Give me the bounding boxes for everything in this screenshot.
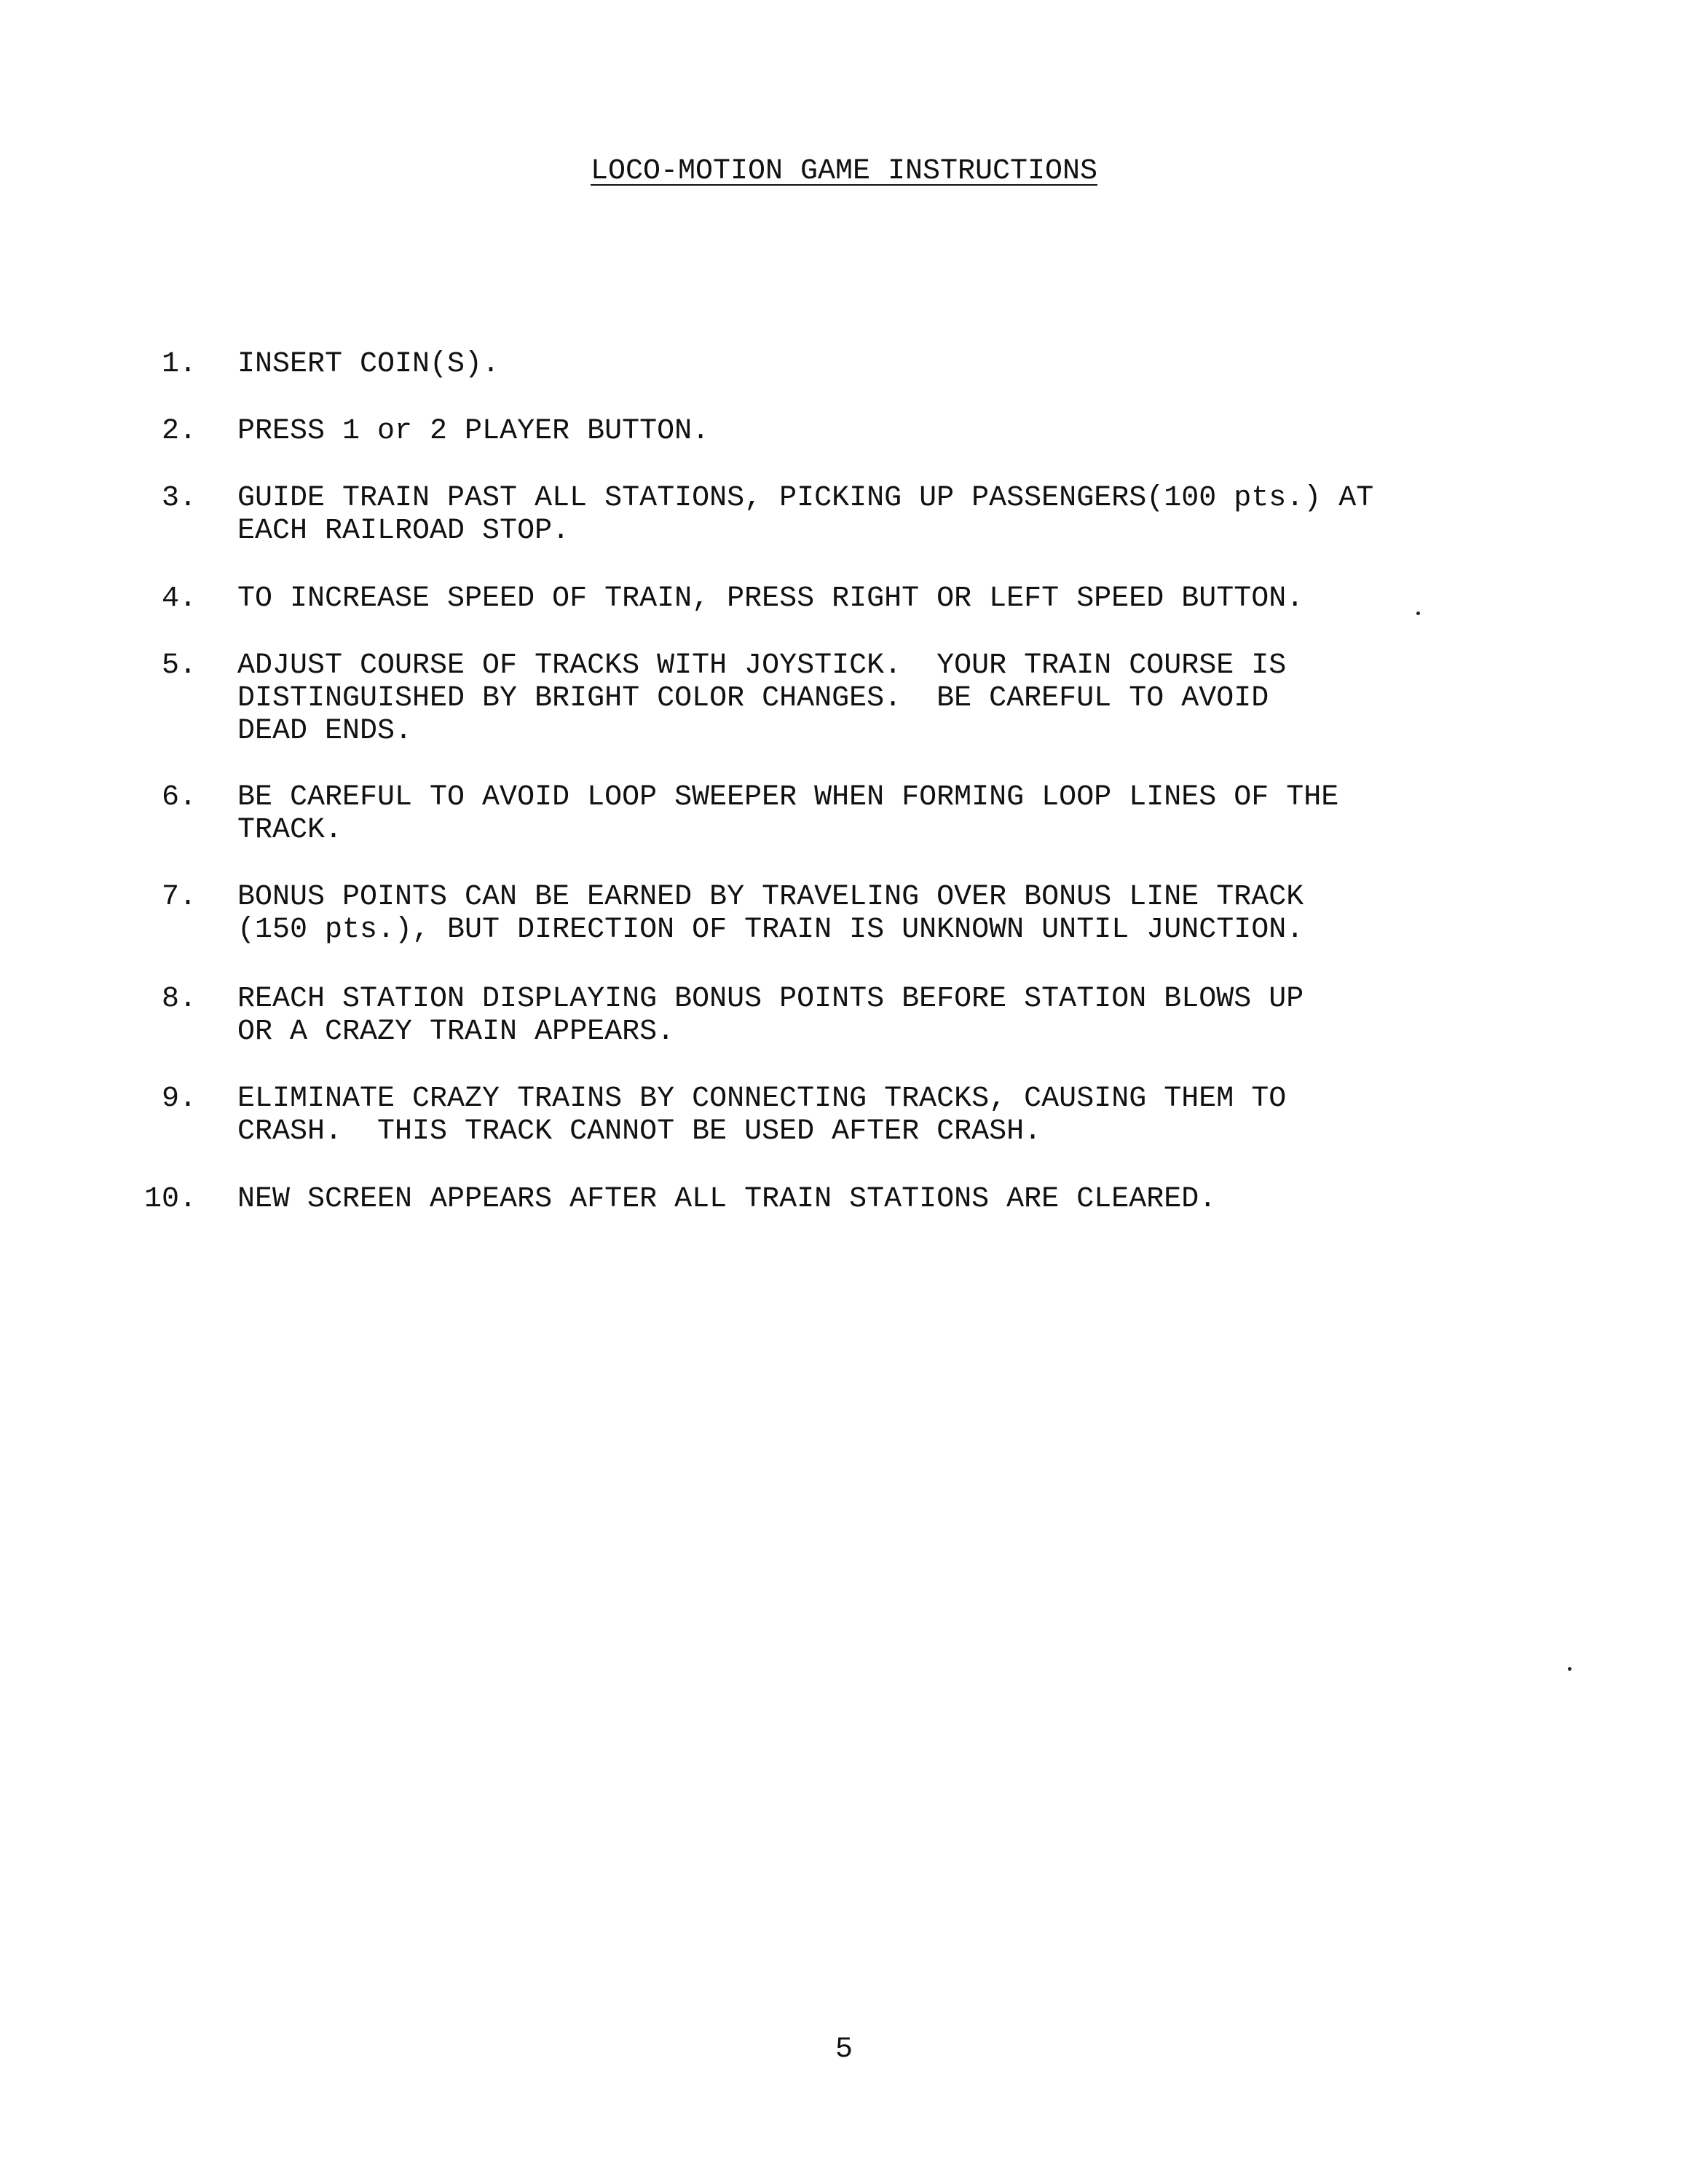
instruction-text-line: ADJUST COURSE OF TRACKS WITH JOYSTICK. YOUR TRAIN COURSE IS	[237, 649, 1287, 682]
instruction-text-line: TRACK.	[237, 814, 343, 847]
instruction-number: 9.	[161, 1083, 197, 1115]
instruction-number: 8.	[161, 983, 197, 1016]
instruction-text-line: (150 pts.), BUT DIRECTION OF TRAIN IS UNKNOWN UNTIL JUNCTION.	[237, 914, 1304, 946]
instruction-text-line: ELIMINATE CRAZY TRAINS BY CONNECTING TRACKS, CAUSING THEM TO	[237, 1083, 1287, 1115]
instruction-number: 7.	[161, 881, 197, 914]
instruction-text-line: EACH RAILROAD STOP.	[237, 515, 570, 547]
instruction-text-line: PRESS 1 or 2 PLAYER BUTTON.	[237, 415, 710, 448]
instruction-text-line: BONUS POINTS CAN BE EARNED BY TRAVELING OVER BONUS LINE TRACK	[237, 881, 1304, 914]
instruction-text-line: CRASH. THIS TRACK CANNOT BE USED AFTER CRASH.	[237, 1115, 1042, 1148]
instruction-number: 5.	[161, 649, 197, 682]
instruction-number: 1.	[161, 348, 197, 381]
instruction-text-line: OR A CRAZY TRAIN APPEARS.	[237, 1016, 675, 1048]
instruction-text-line: INSERT COIN(S).	[237, 348, 500, 381]
instruction-text-line: NEW SCREEN APPEARS AFTER ALL TRAIN STATIONS ARE CLEARED.	[237, 1183, 1217, 1216]
scan-speck	[1416, 612, 1420, 615]
instruction-number: 2.	[161, 415, 197, 448]
instruction-number: 6.	[161, 781, 197, 814]
instruction-text-line: DISTINGUISHED BY BRIGHT COLOR CHANGES. BE CAREFUL TO AVOID	[237, 682, 1269, 715]
page-title-text: LOCO-MOTION GAME INSTRUCTIONS	[590, 155, 1098, 188]
page-number: 5	[835, 2033, 853, 2066]
instruction-text-line: TO INCREASE SPEED OF TRAIN, PRESS RIGHT OR LEFT SPEED BUTTON.	[237, 582, 1304, 615]
instruction-text-line: DEAD ENDS.	[237, 715, 413, 748]
instruction-text-line: BE CAREFUL TO AVOID LOOP SWEEPER WHEN FORMING LOOP LINES OF THE	[237, 781, 1339, 814]
instruction-number: 4.	[161, 582, 197, 615]
page-title	[0, 154, 1688, 189]
instruction-number: 10.	[143, 1183, 197, 1216]
instruction-text-line: GUIDE TRAIN PAST ALL STATIONS, PICKING UP PASSENGERS(100 pts.) AT	[237, 482, 1374, 515]
instruction-text-line: REACH STATION DISPLAYING BONUS POINTS BEFORE STATION BLOWS UP	[237, 983, 1304, 1016]
instruction-number: 3.	[161, 482, 197, 515]
scan-speck	[1568, 1667, 1571, 1671]
